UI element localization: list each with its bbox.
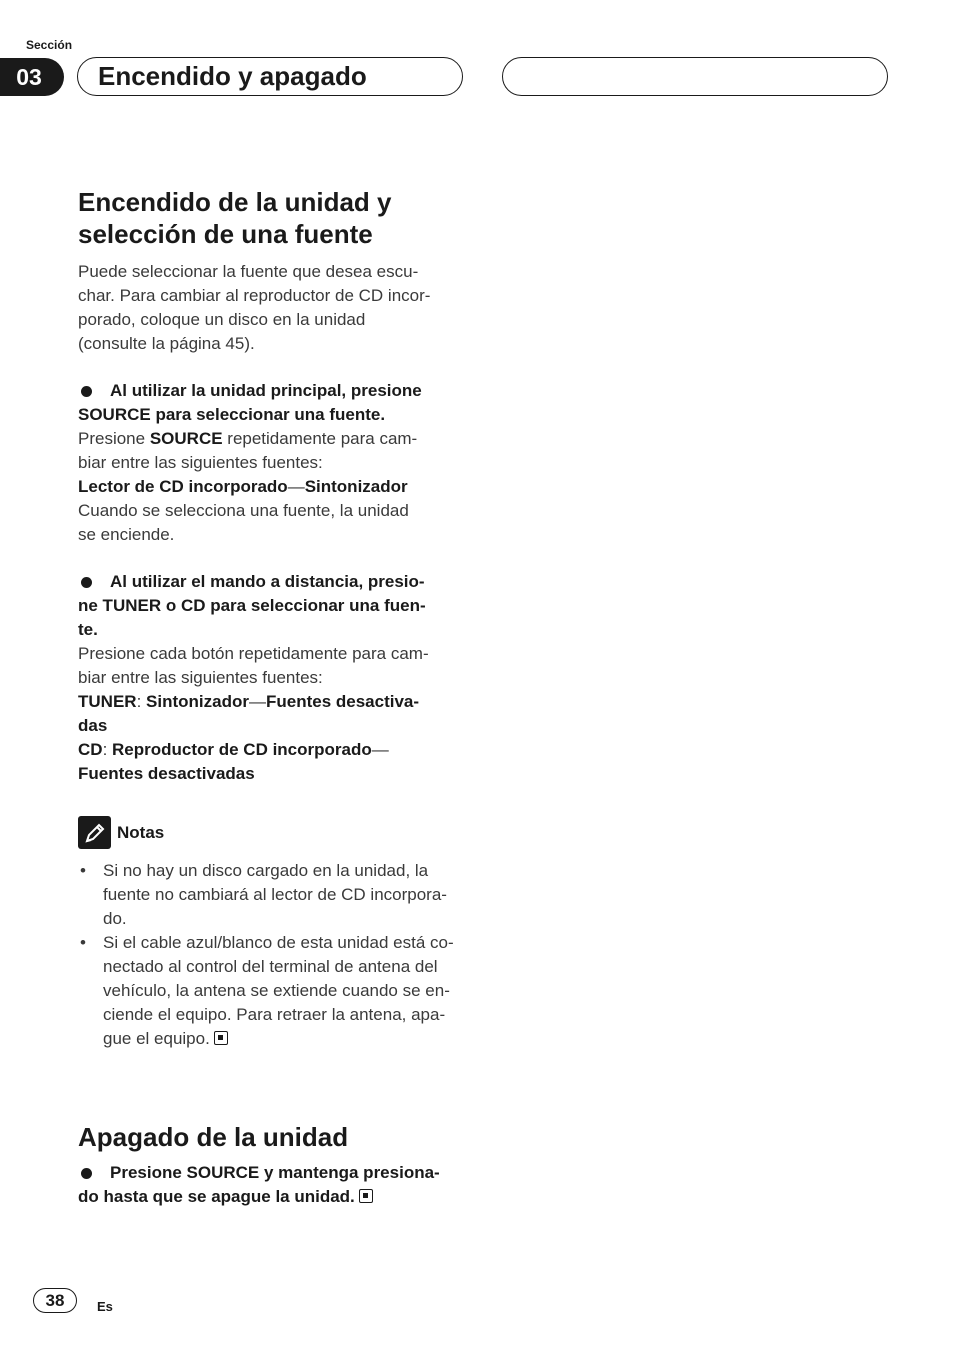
chapter-title: Encendido y apagado [77, 57, 463, 96]
note-item: • Si no hay un disco cargado en la unidad, la fuente no cambiará al lector de CD incorpora- do. [78, 859, 468, 931]
bullet2-tuner-cont: das [78, 716, 108, 735]
section1-title-line1: Encendido de la unidad y [78, 187, 392, 217]
bullet2-head-line2: ne TUNER o CD para seleccionar una fuen- [78, 596, 426, 615]
notes-list [78, 859, 468, 1051]
bullet-main-unit [78, 379, 468, 547]
intro-line: (consulte la página 45). [78, 334, 255, 353]
section1-intro [78, 260, 468, 356]
section2-head-line1: Presione SOURCE y mantenga presiona- [78, 1161, 468, 1185]
bullet2-tuner: TUNER: Sintonizador—Fuentes desactiva- [78, 692, 420, 711]
bullet1-sources: Lector de CD incorporado—Sintonizador [78, 477, 408, 496]
bullet-dot-icon [81, 1168, 92, 1179]
intro-line: Puede seleccionar la fuente que desea escu- [78, 262, 419, 281]
bullet1-line1: Presione SOURCE repetidamente para cam- [78, 429, 418, 448]
note-item: • Si el cable azul/blanco de esta unidad está co- nectado al control del terminal de antena del vehículo, la antena se extiende cuando se en- ciende el equipo. Para retraer la antena, apa- gue el equipo. [78, 931, 468, 1051]
end-mark-icon [359, 1189, 373, 1203]
notes-header [78, 816, 468, 849]
header-empty-box [502, 57, 888, 96]
bullet2-head-line1: Al utilizar el mando a distancia, presio- [78, 570, 468, 594]
bullet1-line2: biar entre las siguientes fuentes: [78, 453, 323, 472]
notes-title: Notas [117, 822, 165, 842]
pencil-icon [78, 816, 111, 849]
bullet2-line1: Presione cada botón repetidamente para cam- [78, 644, 429, 663]
bullet2-head-line3: te. [78, 620, 98, 639]
bullet-dot-icon [81, 577, 92, 588]
bullet-remote [78, 570, 468, 786]
bullet2-cd: CD: Reproductor de CD incorporado— [78, 740, 389, 759]
end-mark-icon [214, 1031, 228, 1045]
section-label: Sección [26, 38, 73, 52]
section1-title [78, 186, 468, 250]
bullet1-line4: Cuando se selecciona una fuente, la unidad [78, 501, 409, 520]
intro-line: char. Para cambiar al reproductor de CD incor- [78, 286, 431, 305]
bullet-dot-icon [81, 386, 92, 397]
language-code: Es [97, 1299, 113, 1314]
bullet2-cd-cont: Fuentes desactivadas [78, 764, 255, 783]
bullet1-head-line1: Al utilizar la unidad principal, presione [78, 379, 468, 403]
section1-title-line2: selección de una fuente [78, 219, 373, 249]
bullet1-line5: se enciende. [78, 525, 175, 544]
section2-title: Apagado de la unidad [78, 1122, 349, 1152]
bullet1-head-line2: SOURCE para seleccionar una fuente. [78, 405, 386, 424]
section-number-tab: 03 [0, 58, 64, 96]
page-number: 38 [33, 1288, 77, 1313]
bullet2-line2: biar entre las siguientes fuentes: [78, 668, 323, 687]
bullet-power-off [78, 1161, 468, 1209]
main-column [78, 186, 468, 1209]
section2-head-line2: do hasta que se apague la unidad. [78, 1185, 468, 1209]
intro-line: porado, coloque un disco en la unidad [78, 310, 366, 329]
